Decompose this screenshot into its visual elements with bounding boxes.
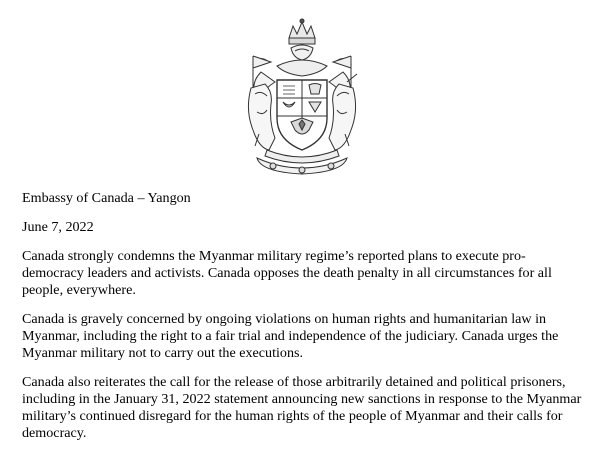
crown-icon bbox=[289, 19, 315, 44]
lion-supporter-icon bbox=[248, 84, 275, 150]
paragraph-1: Canada strongly condemns the Myanmar military regime’s reported plans to execute pro-democracy leaders and activists. Canada opposes the death penalty in all circumstances for all people, everywhere. bbox=[22, 248, 552, 298]
sender-line: Embassy of Canada – Yangon bbox=[22, 190, 191, 206]
statement-body bbox=[22, 190, 582, 454]
canadian-coat-of-arms-icon bbox=[239, 18, 365, 176]
paragraph-2: Canada is gravely concerned by ongoing violations on human rights and humanitarian law in Myanmar, including the right to a fair trial and independence of the judiciary. Canada urges the Myanmar military not to carry out the executions. bbox=[22, 311, 559, 361]
date-line: June 7, 2022 bbox=[22, 219, 94, 235]
shield-icon bbox=[277, 80, 327, 150]
paragraph-3: Canada also reiterates the call for the release of those arbitrarily detained and political prisoners, including in the January 31, 2022 statement announcing new sanctions in response to the Myanmar military’s continued disregard for the human rights of the people of Myanmar and their calls for democracy. bbox=[22, 374, 582, 441]
